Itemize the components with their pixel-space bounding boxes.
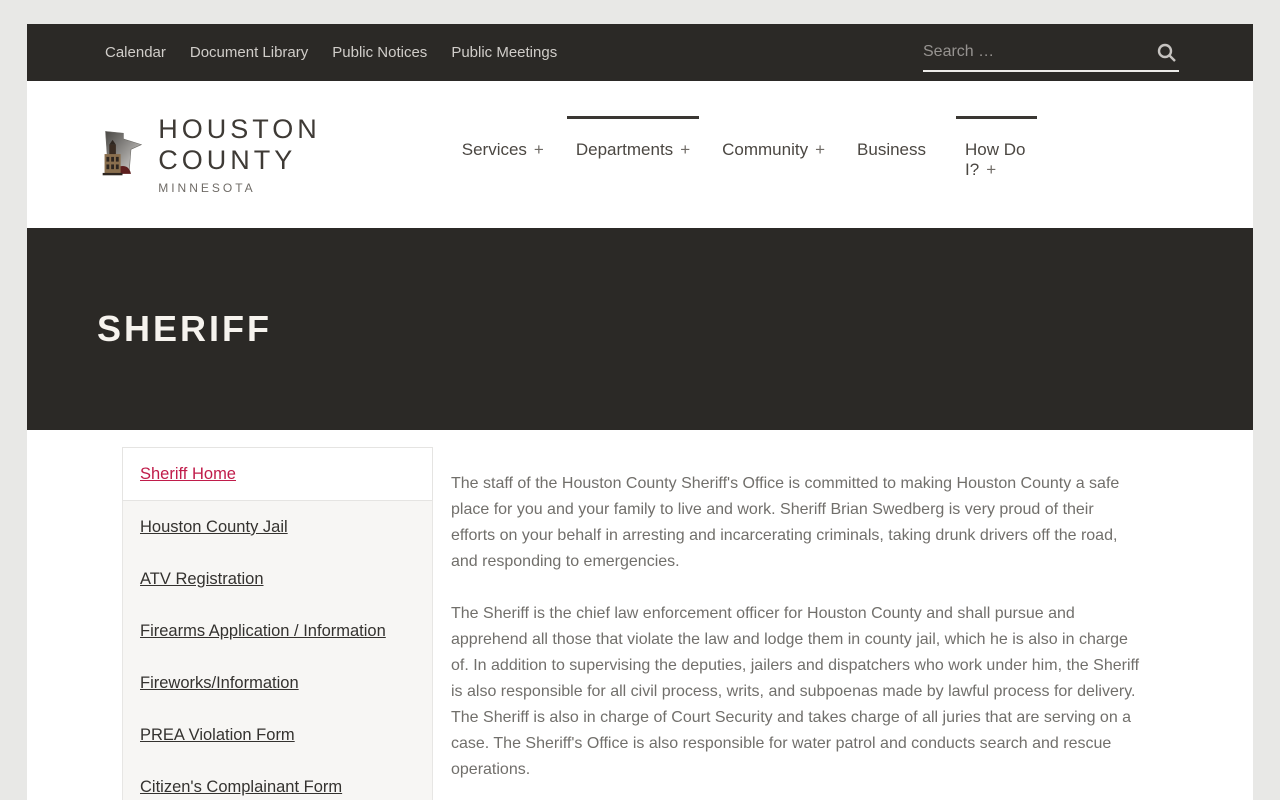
plus-icon[interactable]: + [815,139,826,159]
search-form [923,42,1179,72]
page-body-text [451,447,1141,800]
secondary-nav [105,24,557,81]
topbar-link-public-meetings[interactable]: Public Meetings [451,44,558,61]
sidebar-item-firearms-application[interactable] [123,605,432,657]
site-branding-text [158,114,453,195]
sidebar-item-fireworks-information[interactable] [123,657,432,709]
paragraph-duties: The Sheriff is the chief law enforcement officer for Houston County and shall pursue and apprehend all those that violate the law and lodge them in county jail, which he is also in charge of. In addition to supervising the deputies, jailers and dispatchers who work under him, the Sheriff is also responsible for all civil process, writs, and subpoenas made by lawful process for delivery. The Sheriff is also in charge of Court Security and takes charge of all juries that are serving on a case. The Sheriff's Office is also responsible for water patrol and conducts search and rescue operations. [451,605,1140,778]
page-content-area [27,430,1253,800]
sidebar-item-houston-county-jail[interactable] [123,501,432,553]
search-input[interactable] [923,43,1154,61]
search-button[interactable] [1154,42,1179,63]
topbar-link-public-notices[interactable]: Public Notices [332,44,428,61]
sidebar-link[interactable]: Citizen's Complainant Form [140,778,343,796]
site-title: HOUSTON COUNTY [158,114,321,175]
nav-item-label: Services [461,139,527,159]
site-logo-link[interactable] [97,114,453,195]
paragraph-intro: The staff of the Houston County Sheriff's Office is committed to making Houston County a safe place for you and your family to live and work. Sheriff Brian Swedberg is very proud of their efforts on your behalf in arresting and incarcerating criminals, taking drunk drivers off the road, and responding to emergencies. [451,475,1120,570]
sidebar-link[interactable]: Firearms Application / Information [140,622,386,640]
sidebar-item-prea-violation-form[interactable] [123,709,432,761]
plus-icon[interactable]: + [533,139,544,159]
plus-icon[interactable]: + [986,159,997,179]
site-container [27,24,1253,800]
site-header [27,81,1253,228]
topbar-link-calendar[interactable]: Calendar [105,44,166,61]
nav-item-community[interactable] [713,116,834,194]
nav-item-label: Business [857,139,927,159]
nav-item-business[interactable] [848,116,942,194]
page-title: SHERIFF [97,308,273,349]
county-logo-icon [97,127,144,183]
hero-banner [27,228,1253,430]
sidebar-item-sheriff-home[interactable] [122,447,433,501]
sidebar-item-citizens-complainant-form[interactable] [123,761,432,800]
sidebar-link[interactable]: Fireworks/Information [140,674,299,692]
topbar-link-document-library[interactable]: Document Library [189,44,309,61]
sidebar-link[interactable]: PREA Violation Form [140,726,295,744]
nav-item-label: Departments [575,139,674,159]
sidebar-link[interactable]: Sheriff Home [140,465,236,483]
nav-item-departments[interactable] [567,116,699,194]
topbar [27,24,1253,81]
sidebar-link[interactable]: Houston County Jail [140,518,288,536]
sidebar-item-atv-registration[interactable] [123,553,432,605]
site-subtitle: MINNESOTA [158,181,256,195]
search-icon [1156,42,1177,63]
sidebar-link[interactable]: ATV Registration [140,570,264,588]
primary-nav [453,116,1037,194]
plus-icon[interactable]: + [680,139,691,159]
nav-item-label: Community [722,139,809,159]
nav-item-how-do-i[interactable] [956,116,1037,194]
nav-item-services[interactable] [453,116,553,194]
sidebar-menu-list [123,447,432,800]
sidebar-menu [122,447,433,800]
nav-item-label: How Do I? [965,139,1026,179]
